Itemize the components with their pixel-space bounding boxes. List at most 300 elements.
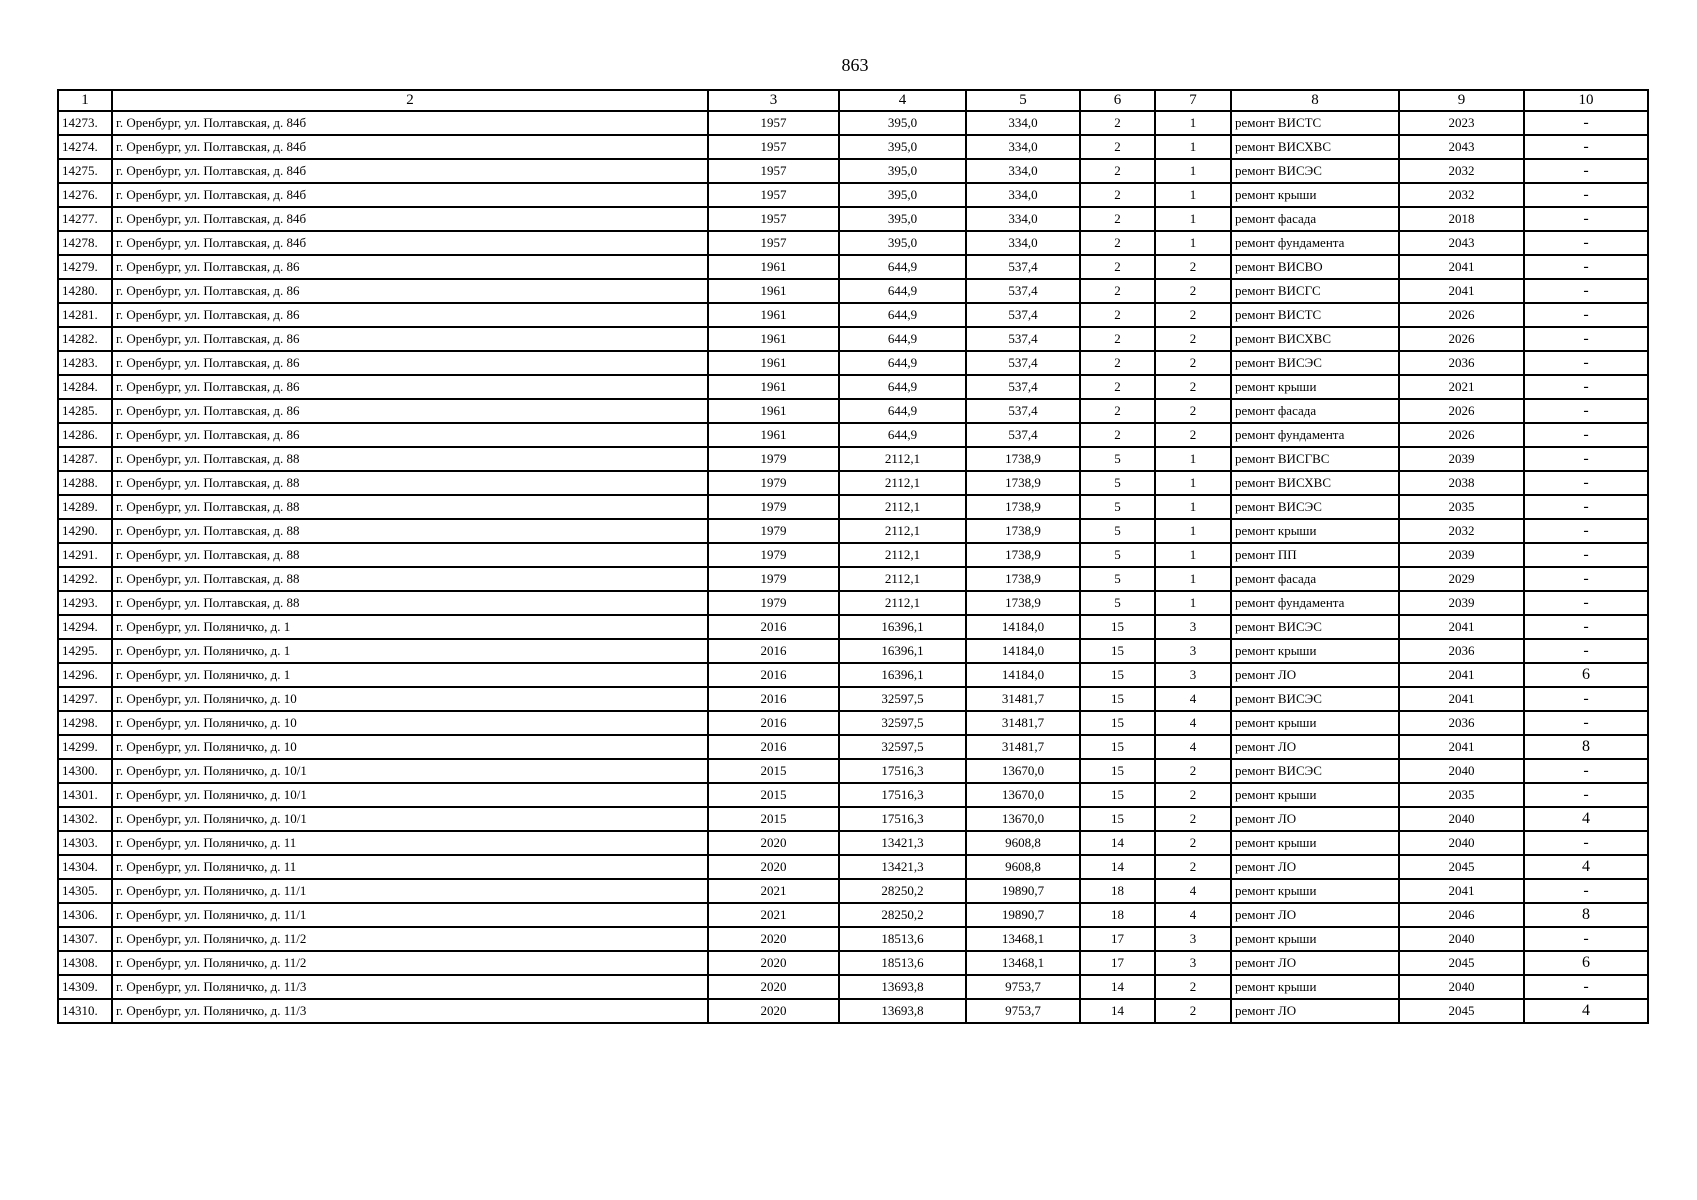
year-built-cell: 1979 [708,471,839,495]
planned-year-cell: 2035 [1399,783,1524,807]
total-area-cell: 644,9 [839,327,966,351]
total-area-cell: 28250,2 [839,879,966,903]
planned-year-cell: 2026 [1399,303,1524,327]
elevator-count-cell: - [1524,639,1648,663]
floors-cell: 2 [1080,327,1155,351]
work-type-cell: ремонт крыши [1231,639,1399,663]
elevator-count-cell: - [1524,831,1648,855]
total-area-cell: 395,0 [839,183,966,207]
living-area-cell: 14184,0 [966,639,1080,663]
total-area-cell: 32597,5 [839,711,966,735]
floors-cell: 2 [1080,135,1155,159]
table-row [58,135,1648,159]
work-type-cell: ремонт крыши [1231,927,1399,951]
planned-year-cell: 2040 [1399,975,1524,999]
planned-year-cell: 2036 [1399,711,1524,735]
row-number-cell: 14281. [58,303,112,327]
year-built-cell: 2016 [708,711,839,735]
row-number-cell: 14297. [58,687,112,711]
address-cell: г. Оренбург, ул. Полтавская, д. 88 [112,495,708,519]
total-area-cell: 18513,6 [839,951,966,975]
living-area-cell: 9608,8 [966,831,1080,855]
planned-year-cell: 2032 [1399,183,1524,207]
elevator-count-cell: - [1524,279,1648,303]
work-type-cell: ремонт фундамента [1231,423,1399,447]
year-built-cell: 1957 [708,183,839,207]
planned-year-cell: 2045 [1399,855,1524,879]
living-area-cell: 334,0 [966,183,1080,207]
entrances-cell: 1 [1155,111,1231,135]
entrances-cell: 3 [1155,639,1231,663]
work-type-cell: ремонт ЛО [1231,807,1399,831]
entrances-cell: 2 [1155,855,1231,879]
row-number-cell: 14288. [58,471,112,495]
year-built-cell: 1961 [708,423,839,447]
row-number-cell: 14300. [58,759,112,783]
total-area-cell: 644,9 [839,375,966,399]
row-number-cell: 14282. [58,327,112,351]
row-number-cell: 14287. [58,447,112,471]
floors-cell: 15 [1080,807,1155,831]
year-built-cell: 2015 [708,807,839,831]
address-cell: г. Оренбург, ул. Поляничко, д. 10/1 [112,807,708,831]
work-type-cell: ремонт ВИСВО [1231,255,1399,279]
table-row [58,567,1648,591]
work-type-cell: ремонт ВИСХВС [1231,471,1399,495]
floors-cell: 2 [1080,303,1155,327]
address-cell: г. Оренбург, ул. Полтавская, д. 84б [112,159,708,183]
row-number-cell: 14283. [58,351,112,375]
elevator-count-cell: 8 [1524,903,1648,927]
living-area-cell: 19890,7 [966,903,1080,927]
column-header: 9 [1399,90,1524,111]
total-area-cell: 395,0 [839,159,966,183]
floors-cell: 5 [1080,519,1155,543]
planned-year-cell: 2040 [1399,759,1524,783]
address-cell: г. Оренбург, ул. Полтавская, д. 88 [112,447,708,471]
entrances-cell: 2 [1155,375,1231,399]
address-cell: г. Оренбург, ул. Полтавская, д. 86 [112,375,708,399]
row-number-cell: 14295. [58,639,112,663]
address-cell: г. Оренбург, ул. Поляничко, д. 1 [112,639,708,663]
row-number-cell: 14273. [58,111,112,135]
elevator-count-cell: - [1524,351,1648,375]
table-row [58,663,1648,687]
address-cell: г. Оренбург, ул. Поляничко, д. 10/1 [112,783,708,807]
total-area-cell: 13693,8 [839,999,966,1023]
table-row [58,255,1648,279]
planned-year-cell: 2045 [1399,999,1524,1023]
row-number-cell: 14307. [58,927,112,951]
row-number-cell: 14290. [58,519,112,543]
entrances-cell: 4 [1155,879,1231,903]
living-area-cell: 334,0 [966,111,1080,135]
planned-year-cell: 2046 [1399,903,1524,927]
address-cell: г. Оренбург, ул. Поляничко, д. 11 [112,831,708,855]
table-row [58,543,1648,567]
planned-year-cell: 2036 [1399,639,1524,663]
living-area-cell: 537,4 [966,375,1080,399]
row-number-cell: 14296. [58,663,112,687]
table-row [58,735,1648,759]
year-built-cell: 1979 [708,519,839,543]
address-cell: г. Оренбург, ул. Полтавская, д. 86 [112,255,708,279]
elevator-count-cell: 4 [1524,999,1648,1023]
planned-year-cell: 2041 [1399,255,1524,279]
work-type-cell: ремонт фундамента [1231,591,1399,615]
address-cell: г. Оренбург, ул. Полтавская, д. 84б [112,135,708,159]
total-area-cell: 13421,3 [839,831,966,855]
elevator-count-cell: 4 [1524,807,1648,831]
living-area-cell: 9608,8 [966,855,1080,879]
year-built-cell: 1979 [708,591,839,615]
planned-year-cell: 2026 [1399,399,1524,423]
elevator-count-cell: - [1524,447,1648,471]
work-type-cell: ремонт крыши [1231,183,1399,207]
page-number: 863 [841,55,869,75]
address-cell: г. Оренбург, ул. Поляничко, д. 10 [112,711,708,735]
elevator-count-cell: - [1524,135,1648,159]
entrances-cell: 1 [1155,207,1231,231]
row-number-cell: 14289. [58,495,112,519]
elevator-count-cell: - [1524,927,1648,951]
entrances-cell: 2 [1155,351,1231,375]
planned-year-cell: 2032 [1399,519,1524,543]
table-row [58,591,1648,615]
row-number-cell: 14277. [58,207,112,231]
address-cell: г. Оренбург, ул. Полтавская, д. 84б [112,207,708,231]
table-row [58,399,1648,423]
table-row [58,831,1648,855]
living-area-cell: 334,0 [966,231,1080,255]
table-row [58,855,1648,879]
table-row [58,303,1648,327]
column-header: 4 [839,90,966,111]
elevator-count-cell: - [1524,495,1648,519]
elevator-count-cell: - [1524,759,1648,783]
work-type-cell: ремонт ЛО [1231,951,1399,975]
planned-year-cell: 2035 [1399,495,1524,519]
total-area-cell: 395,0 [839,111,966,135]
floors-cell: 17 [1080,927,1155,951]
elevator-count-cell: - [1524,975,1648,999]
table-row [58,687,1648,711]
floors-cell: 15 [1080,639,1155,663]
entrances-cell: 2 [1155,303,1231,327]
row-number-cell: 14285. [58,399,112,423]
entrances-cell: 3 [1155,615,1231,639]
planned-year-cell: 2041 [1399,687,1524,711]
planned-year-cell: 2043 [1399,231,1524,255]
floors-cell: 2 [1080,399,1155,423]
elevator-count-cell: - [1524,231,1648,255]
floors-cell: 18 [1080,879,1155,903]
total-area-cell: 16396,1 [839,663,966,687]
year-built-cell: 1961 [708,279,839,303]
floors-cell: 2 [1080,111,1155,135]
work-type-cell: ремонт ВИСЭС [1231,687,1399,711]
column-header: 7 [1155,90,1231,111]
planned-year-cell: 2043 [1399,135,1524,159]
row-number-cell: 14292. [58,567,112,591]
entrances-cell: 2 [1155,759,1231,783]
total-area-cell: 644,9 [839,399,966,423]
table-row [58,879,1648,903]
year-built-cell: 2016 [708,663,839,687]
elevator-count-cell: - [1524,303,1648,327]
work-type-cell: ремонт ЛО [1231,999,1399,1023]
row-number-cell: 14286. [58,423,112,447]
registry-table [57,89,1649,1024]
planned-year-cell: 2039 [1399,543,1524,567]
total-area-cell: 17516,3 [839,759,966,783]
address-cell: г. Оренбург, ул. Поляничко, д. 1 [112,663,708,687]
entrances-cell: 2 [1155,255,1231,279]
address-cell: г. Оренбург, ул. Поляничко, д. 11/1 [112,879,708,903]
floors-cell: 15 [1080,687,1155,711]
year-built-cell: 2016 [708,615,839,639]
address-cell: г. Оренбург, ул. Полтавская, д. 84б [112,111,708,135]
row-number-cell: 14302. [58,807,112,831]
entrances-cell: 2 [1155,423,1231,447]
floors-cell: 2 [1080,375,1155,399]
total-area-cell: 13693,8 [839,975,966,999]
entrances-cell: 1 [1155,495,1231,519]
elevator-count-cell: 6 [1524,951,1648,975]
entrances-cell: 1 [1155,591,1231,615]
address-cell: г. Оренбург, ул. Полтавская, д. 86 [112,279,708,303]
living-area-cell: 537,4 [966,351,1080,375]
planned-year-cell: 2039 [1399,447,1524,471]
total-area-cell: 644,9 [839,255,966,279]
table-row [58,207,1648,231]
year-built-cell: 1957 [708,231,839,255]
entrances-cell: 2 [1155,327,1231,351]
total-area-cell: 17516,3 [839,783,966,807]
floors-cell: 2 [1080,351,1155,375]
year-built-cell: 2021 [708,903,839,927]
entrances-cell: 4 [1155,903,1231,927]
entrances-cell: 1 [1155,183,1231,207]
living-area-cell: 13670,0 [966,807,1080,831]
row-number-cell: 14298. [58,711,112,735]
floors-cell: 2 [1080,183,1155,207]
entrances-cell: 1 [1155,471,1231,495]
living-area-cell: 537,4 [966,423,1080,447]
work-type-cell: ремонт ВИСТС [1231,111,1399,135]
floors-cell: 2 [1080,423,1155,447]
year-built-cell: 2016 [708,639,839,663]
table-row [58,351,1648,375]
year-built-cell: 1961 [708,399,839,423]
living-area-cell: 537,4 [966,327,1080,351]
elevator-count-cell: - [1524,207,1648,231]
total-area-cell: 644,9 [839,279,966,303]
entrances-cell: 3 [1155,663,1231,687]
table-body [58,111,1648,1023]
entrances-cell: 3 [1155,951,1231,975]
row-number-cell: 14306. [58,903,112,927]
floors-cell: 15 [1080,663,1155,687]
entrances-cell: 2 [1155,279,1231,303]
living-area-cell: 1738,9 [966,447,1080,471]
floors-cell: 15 [1080,783,1155,807]
table-row [58,927,1648,951]
table-row [58,159,1648,183]
address-cell: г. Оренбург, ул. Полтавская, д. 86 [112,399,708,423]
row-number-cell: 14279. [58,255,112,279]
table-row [58,519,1648,543]
year-built-cell: 1961 [708,375,839,399]
planned-year-cell: 2032 [1399,159,1524,183]
elevator-count-cell: - [1524,375,1648,399]
work-type-cell: ремонт крыши [1231,831,1399,855]
year-built-cell: 1961 [708,327,839,351]
floors-cell: 2 [1080,255,1155,279]
planned-year-cell: 2040 [1399,831,1524,855]
table-row [58,495,1648,519]
living-area-cell: 9753,7 [966,975,1080,999]
column-header: 8 [1231,90,1399,111]
column-header: 6 [1080,90,1155,111]
row-number-cell: 14299. [58,735,112,759]
floors-cell: 5 [1080,495,1155,519]
address-cell: г. Оренбург, ул. Полтавская, д. 88 [112,543,708,567]
row-number-cell: 14305. [58,879,112,903]
entrances-cell: 4 [1155,687,1231,711]
row-number-cell: 14293. [58,591,112,615]
elevator-count-cell: - [1524,255,1648,279]
living-area-cell: 1738,9 [966,591,1080,615]
work-type-cell: ремонт ВИСЭС [1231,759,1399,783]
work-type-cell: ремонт ВИСХВС [1231,327,1399,351]
total-area-cell: 2112,1 [839,591,966,615]
elevator-count-cell: - [1524,111,1648,135]
year-built-cell: 1957 [708,111,839,135]
total-area-cell: 28250,2 [839,903,966,927]
row-number-cell: 14280. [58,279,112,303]
planned-year-cell: 2029 [1399,567,1524,591]
total-area-cell: 16396,1 [839,615,966,639]
year-built-cell: 1961 [708,303,839,327]
living-area-cell: 1738,9 [966,495,1080,519]
elevator-count-cell: - [1524,183,1648,207]
year-built-cell: 2015 [708,759,839,783]
elevator-count-cell: - [1524,327,1648,351]
address-cell: г. Оренбург, ул. Поляничко, д. 11 [112,855,708,879]
row-number-cell: 14291. [58,543,112,567]
address-cell: г. Оренбург, ул. Полтавская, д. 88 [112,567,708,591]
row-number-cell: 14303. [58,831,112,855]
entrances-cell: 1 [1155,567,1231,591]
total-area-cell: 2112,1 [839,567,966,591]
floors-cell: 2 [1080,279,1155,303]
elevator-count-cell: - [1524,399,1648,423]
total-area-cell: 2112,1 [839,519,966,543]
total-area-cell: 395,0 [839,231,966,255]
elevator-count-cell: - [1524,687,1648,711]
planned-year-cell: 2038 [1399,471,1524,495]
living-area-cell: 13670,0 [966,783,1080,807]
floors-cell: 5 [1080,567,1155,591]
table-row [58,615,1648,639]
work-type-cell: ремонт ВИСГС [1231,279,1399,303]
planned-year-cell: 2041 [1399,615,1524,639]
address-cell: г. Оренбург, ул. Поляничко, д. 10 [112,735,708,759]
entrances-cell: 2 [1155,399,1231,423]
elevator-count-cell: - [1524,879,1648,903]
work-type-cell: ремонт ЛО [1231,663,1399,687]
table-row [58,759,1648,783]
column-header: 1 [58,90,112,111]
elevator-count-cell: - [1524,567,1648,591]
work-type-cell: ремонт ЛО [1231,735,1399,759]
row-number-cell: 14301. [58,783,112,807]
entrances-cell: 1 [1155,231,1231,255]
living-area-cell: 31481,7 [966,687,1080,711]
year-built-cell: 1961 [708,351,839,375]
living-area-cell: 19890,7 [966,879,1080,903]
total-area-cell: 2112,1 [839,543,966,567]
total-area-cell: 18513,6 [839,927,966,951]
table-row [58,975,1648,999]
floors-cell: 2 [1080,207,1155,231]
entrances-cell: 1 [1155,159,1231,183]
address-cell: г. Оренбург, ул. Полтавская, д. 86 [112,327,708,351]
column-header: 10 [1524,90,1648,111]
row-number-cell: 14278. [58,231,112,255]
row-number-cell: 14294. [58,615,112,639]
column-header: 5 [966,90,1080,111]
floors-cell: 2 [1080,231,1155,255]
elevator-count-cell: - [1524,543,1648,567]
column-header: 2 [112,90,708,111]
elevator-count-cell: 6 [1524,663,1648,687]
living-area-cell: 13468,1 [966,951,1080,975]
row-number-cell: 14310. [58,999,112,1023]
floors-cell: 15 [1080,735,1155,759]
entrances-cell: 2 [1155,999,1231,1023]
work-type-cell: ремонт фасада [1231,207,1399,231]
living-area-cell: 537,4 [966,303,1080,327]
table-row [58,903,1648,927]
planned-year-cell: 2045 [1399,951,1524,975]
table-row [58,447,1648,471]
floors-cell: 2 [1080,159,1155,183]
elevator-count-cell: - [1524,711,1648,735]
total-area-cell: 16396,1 [839,639,966,663]
address-cell: г. Оренбург, ул. Полтавская, д. 86 [112,303,708,327]
planned-year-cell: 2018 [1399,207,1524,231]
table-row [58,279,1648,303]
work-type-cell: ремонт крыши [1231,711,1399,735]
row-number-cell: 14309. [58,975,112,999]
entrances-cell: 3 [1155,927,1231,951]
work-type-cell: ремонт крыши [1231,975,1399,999]
entrances-cell: 2 [1155,807,1231,831]
floors-cell: 5 [1080,591,1155,615]
work-type-cell: ремонт крыши [1231,519,1399,543]
elevator-count-cell: - [1524,519,1648,543]
address-cell: г. Оренбург, ул. Поляничко, д. 10/1 [112,759,708,783]
column-header: 3 [708,90,839,111]
work-type-cell: ремонт ЛО [1231,903,1399,927]
address-cell: г. Оренбург, ул. Поляничко, д. 11/3 [112,975,708,999]
planned-year-cell: 2040 [1399,807,1524,831]
floors-cell: 17 [1080,951,1155,975]
year-built-cell: 1979 [708,495,839,519]
living-area-cell: 13468,1 [966,927,1080,951]
